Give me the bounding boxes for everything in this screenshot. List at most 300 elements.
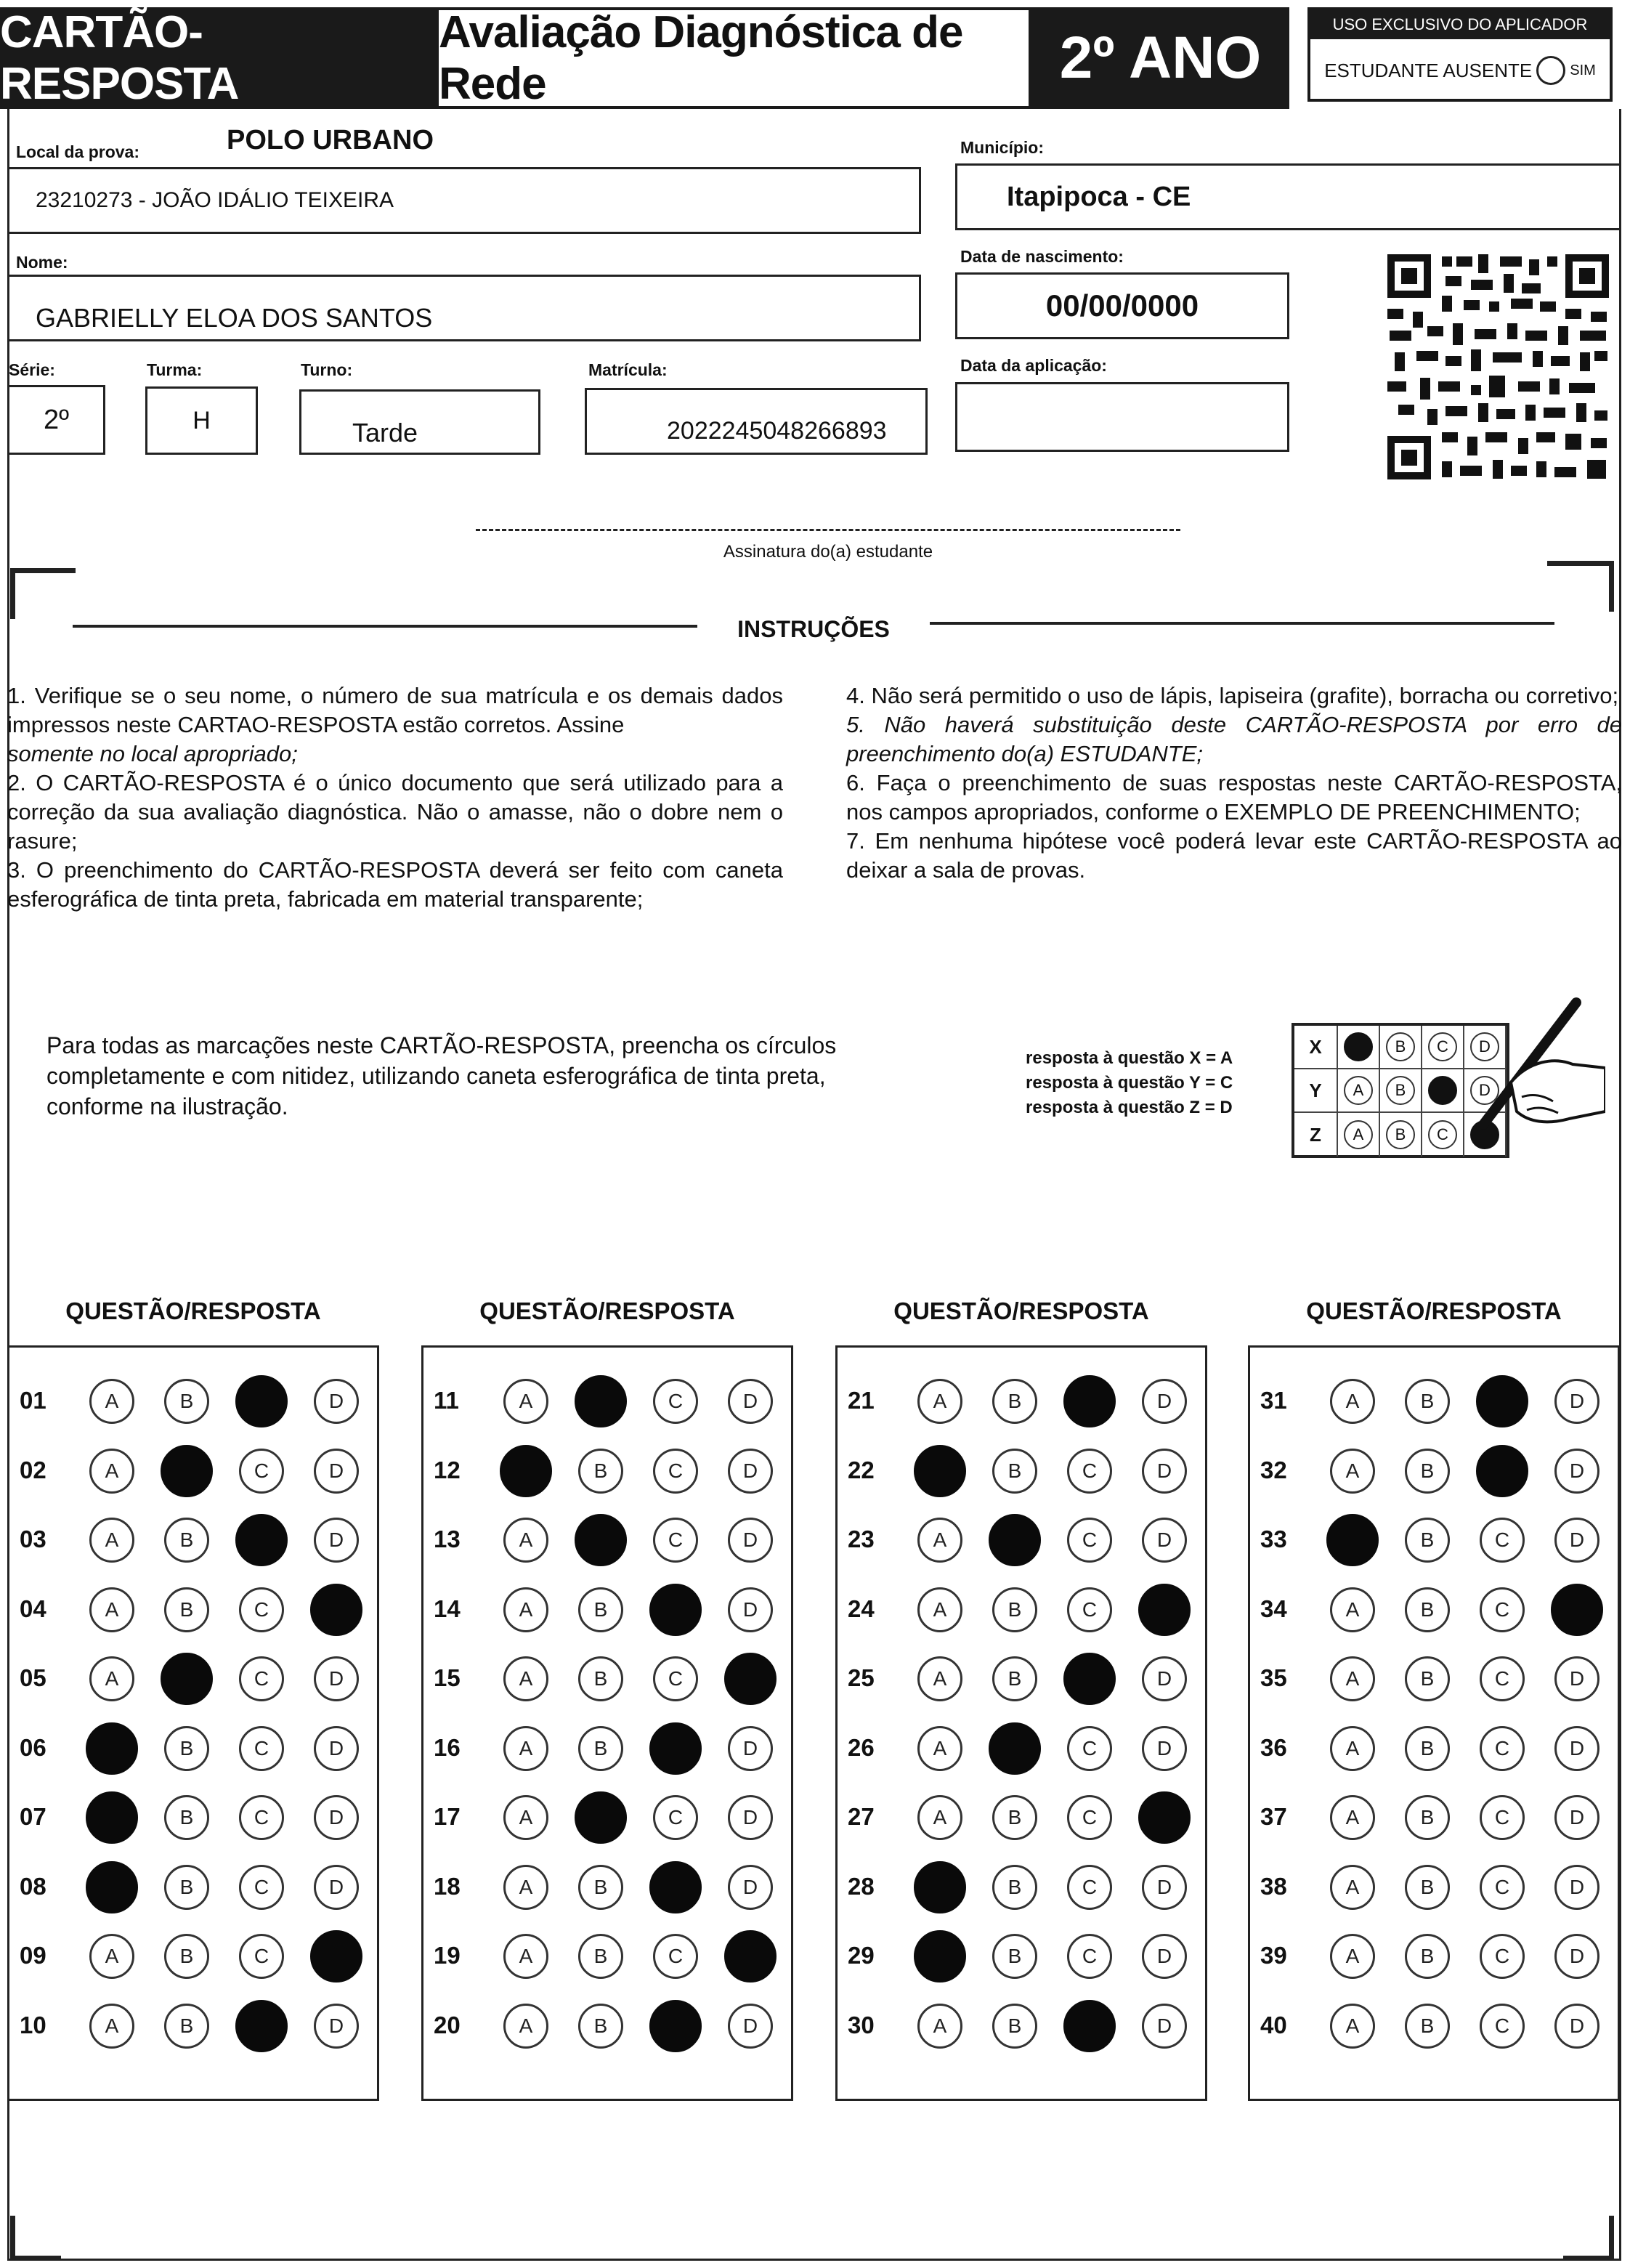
question-number: 25: [848, 1664, 875, 1691]
answer-row: [9, 1991, 377, 2061]
turno-field: [299, 389, 540, 455]
answer-bubble-b[interactable]: B: [164, 1865, 209, 1910]
answer-bubble-c[interactable]: [1063, 1375, 1116, 1427]
answer-bubble-a[interactable]: A: [917, 1795, 962, 1840]
answer-bubble-c[interactable]: C: [653, 1656, 698, 1701]
matricula-label: Matrícula:: [588, 360, 668, 379]
answer-bubble-d[interactable]: D: [728, 1587, 773, 1632]
answer-bubble-c[interactable]: C: [653, 1518, 698, 1563]
answer-bubble-a[interactable]: A: [89, 1656, 134, 1701]
answer-bubble-a[interactable]: A: [1330, 2004, 1375, 2049]
answer-bubble-a[interactable]: A: [1330, 1865, 1375, 1910]
example-question-label: Z: [1294, 1113, 1338, 1157]
question-number: 01: [20, 1387, 46, 1414]
question-number: 30: [848, 2011, 875, 2038]
aplicacao-field: [955, 382, 1289, 452]
answer-bubble-a[interactable]: A: [89, 1449, 134, 1494]
answer-bubble-a[interactable]: A: [503, 1379, 548, 1424]
corner-mark-right: [1547, 561, 1614, 612]
answer-bubble-a[interactable]: A: [1330, 1656, 1375, 1701]
answer-bubble-a[interactable]: A: [503, 1865, 548, 1910]
answer-row: [423, 1644, 791, 1714]
answer-bubble-a[interactable]: A: [1330, 1934, 1375, 1979]
answer-bubble-c[interactable]: C: [239, 1795, 284, 1840]
answer-bubble-d[interactable]: D: [728, 1726, 773, 1771]
answer-bubble-b[interactable]: B: [164, 1934, 209, 1979]
serie-label: Série:: [9, 360, 55, 379]
answer-bubble-d[interactable]: D: [314, 1379, 359, 1424]
answer-bubble-b[interactable]: B: [992, 1795, 1037, 1840]
nome-label: Nome:: [16, 253, 68, 272]
answer-bubble-c[interactable]: C: [653, 1379, 698, 1424]
pen-hand-icon: [1460, 995, 1605, 1133]
answer-bubble-a[interactable]: [86, 1791, 138, 1844]
answer-bubble-c[interactable]: C: [239, 1726, 284, 1771]
answer-bubble-a[interactable]: A: [917, 2004, 962, 2049]
answer-bubble-b[interactable]: B: [578, 2004, 623, 2049]
example-bubble-b: B: [1386, 1032, 1415, 1061]
answer-bubble-b[interactable]: B: [1405, 1518, 1450, 1563]
answer-bubble-b[interactable]: B: [578, 1449, 623, 1494]
answer-bubble-d[interactable]: D: [1554, 1934, 1599, 1979]
answer-bubble-d[interactable]: [1138, 1791, 1191, 1844]
answer-bubble-c[interactable]: [235, 1375, 288, 1427]
answer-bubble-a[interactable]: [86, 1722, 138, 1775]
answer-bubble-c[interactable]: C: [1480, 2004, 1525, 2049]
answer-bubble-b[interactable]: B: [164, 1795, 209, 1840]
answer-bubble-c[interactable]: C: [653, 1449, 698, 1494]
legend-x: resposta à questão X = A: [1026, 1048, 1233, 1068]
answer-bubble-c[interactable]: C: [1480, 1656, 1525, 1701]
answer-bubble-a[interactable]: A: [917, 1587, 962, 1632]
answer-bubble-b[interactable]: [575, 1375, 627, 1427]
serie-value: 2º: [43, 404, 69, 435]
answer-row: [423, 1714, 791, 1783]
answer-bubble-b[interactable]: B: [1405, 1449, 1450, 1494]
answer-bubble-a[interactable]: A: [1330, 1449, 1375, 1494]
answer-row: [9, 1505, 377, 1575]
legend-z: resposta à questão Z = D: [1026, 1098, 1233, 1117]
answer-bubble-a[interactable]: [914, 1445, 966, 1497]
answer-bubble-c[interactable]: C: [1067, 1726, 1112, 1771]
answer-row: [423, 1366, 791, 1436]
municipio-value: Itapipoca - CE: [1007, 181, 1191, 212]
instr-5: 5. Não haverá substituição deste CARTÃO-RESPOSTA por erro de preenchimento do(a) ESTUDANTE;: [846, 712, 1622, 766]
instructions-title: INSTRUÇÕES: [737, 616, 890, 642]
answer-bubble-a[interactable]: A: [1330, 1726, 1375, 1771]
corner-mark-bottom-left: [10, 2216, 61, 2261]
answer-bubble-d[interactable]: [724, 1930, 777, 1983]
answer-bubble-b[interactable]: [575, 1791, 627, 1844]
answer-row: [838, 1575, 1205, 1645]
question-number: 02: [20, 1456, 46, 1483]
answer-bubble-d[interactable]: [724, 1653, 777, 1705]
question-answer-heading: QUESTÃO/RESPOSTA: [65, 1297, 321, 1324]
answer-row: [838, 1505, 1205, 1575]
answer-bubble-a[interactable]: A: [1330, 1795, 1375, 1840]
answer-bubble-c[interactable]: C: [1067, 1518, 1112, 1563]
answer-bubble-b[interactable]: B: [1405, 1865, 1450, 1910]
question-number: 40: [1260, 2011, 1287, 2038]
answer-bubble-c[interactable]: [235, 2000, 288, 2052]
answer-bubble-b[interactable]: [989, 1722, 1041, 1775]
answer-bubble-d[interactable]: D: [1142, 2004, 1187, 2049]
answer-bubble-a[interactable]: A: [89, 1379, 134, 1424]
answer-row: [838, 1921, 1205, 1991]
answer-bubble-a[interactable]: [914, 1930, 966, 1983]
answer-column: [835, 1345, 1207, 2101]
answer-bubble-d[interactable]: D: [1554, 1726, 1599, 1771]
answer-row: [1250, 1366, 1618, 1436]
answer-bubble-d[interactable]: D: [1554, 1795, 1599, 1840]
turno-value: Tarde: [352, 418, 418, 447]
answer-row: [9, 1783, 377, 1852]
answer-row: [423, 1505, 791, 1575]
answer-bubble-d[interactable]: D: [1554, 1449, 1599, 1494]
answer-bubble-a[interactable]: A: [917, 1518, 962, 1563]
municipio-label: Município:: [960, 138, 1044, 157]
answer-bubble-d[interactable]: D: [1142, 1449, 1187, 1494]
answer-bubble-c[interactable]: C: [1067, 1449, 1112, 1494]
answer-row: [1250, 1575, 1618, 1645]
answer-bubble-c[interactable]: C: [1480, 1934, 1525, 1979]
question-number: 22: [848, 1456, 875, 1483]
answer-bubble-a[interactable]: A: [503, 1656, 548, 1701]
answer-bubble-d[interactable]: D: [728, 1795, 773, 1840]
answer-bubble-d[interactable]: [1551, 1584, 1603, 1636]
example-bubble-a: [1344, 1032, 1373, 1061]
answer-bubble-c[interactable]: C: [1480, 1587, 1525, 1632]
answer-bubble-d[interactable]: D: [1142, 1518, 1187, 1563]
answer-column: [421, 1345, 793, 2101]
answer-bubble-d[interactable]: D: [1554, 2004, 1599, 2049]
question-number: 32: [1260, 1456, 1287, 1483]
signature-label: Assinatura do(a) estudante: [723, 542, 933, 562]
instr-6: 6. Faça o preenchimento de suas respostas neste CARTÃO-RESPOSTA, nos campos apropriados, conforme o EXEMPLO DE PREENCHIMENTO;: [846, 770, 1622, 825]
nascimento-label: Data de nascimento:: [960, 247, 1124, 266]
turno-label: Turno:: [301, 360, 353, 379]
answer-bubble-c[interactable]: C: [239, 1934, 284, 1979]
answer-bubble-a[interactable]: A: [1330, 1379, 1375, 1424]
answer-bubble-d[interactable]: D: [1142, 1656, 1187, 1701]
matricula-field: [585, 388, 928, 455]
municipio-field: [955, 163, 1621, 230]
answer-bubble-b[interactable]: B: [1405, 1656, 1450, 1701]
answer-bubble-a[interactable]: A: [1330, 1587, 1375, 1632]
legend-y: resposta à questão Y = C: [1026, 1073, 1233, 1093]
example-bubble-c: C: [1428, 1032, 1457, 1061]
answer-bubble-a[interactable]: A: [503, 2004, 548, 2049]
answer-bubble-d[interactable]: D: [728, 1379, 773, 1424]
question-number: 20: [434, 2011, 461, 2038]
answer-bubble-b[interactable]: B: [992, 1865, 1037, 1910]
instr-rule-left: [73, 625, 697, 628]
answer-row: [1250, 1436, 1618, 1506]
answer-bubble-c[interactable]: [649, 1584, 702, 1636]
answer-bubble-a[interactable]: A: [503, 1587, 548, 1632]
answer-row: [423, 1575, 791, 1645]
answer-bubble-c[interactable]: [649, 1861, 702, 1913]
answer-bubble-b[interactable]: B: [992, 2004, 1037, 2049]
answer-bubble-b[interactable]: B: [1405, 1795, 1450, 1840]
answer-bubble-d[interactable]: D: [1142, 1726, 1187, 1771]
absent-yes-label: SIM: [1570, 62, 1596, 78]
example-bubble-b: B: [1386, 1076, 1415, 1105]
answer-bubble-a[interactable]: A: [917, 1726, 962, 1771]
answer-bubble-a[interactable]: A: [917, 1656, 962, 1701]
answer-bubble-b[interactable]: B: [578, 1934, 623, 1979]
answer-bubble-b[interactable]: B: [1405, 2004, 1450, 2049]
answer-bubble-b[interactable]: [161, 1653, 213, 1705]
answer-bubble-b[interactable]: B: [992, 1587, 1037, 1632]
signature-line: [476, 529, 1180, 531]
nome-field: [7, 275, 921, 341]
example-legend: [1026, 1046, 1233, 1120]
answer-bubble-d[interactable]: D: [1554, 1518, 1599, 1563]
answer-bubble-b[interactable]: B: [992, 1656, 1037, 1701]
qr-code: [1384, 251, 1613, 483]
example-bubble-c: C: [1428, 1120, 1457, 1149]
answer-bubble-c[interactable]: C: [239, 1865, 284, 1910]
answer-bubble-d[interactable]: [310, 1930, 362, 1983]
answer-bubble-a[interactable]: A: [503, 1726, 548, 1771]
answer-bubble-b[interactable]: B: [1405, 1587, 1450, 1632]
answer-bubble-c[interactable]: C: [1480, 1726, 1525, 1771]
example-bubble-a: A: [1344, 1120, 1373, 1149]
answer-bubble-c[interactable]: [1476, 1375, 1528, 1427]
answer-bubble-d[interactable]: D: [314, 1795, 359, 1840]
answer-row: [838, 1366, 1205, 1436]
question-number: 27: [848, 1803, 875, 1830]
answer-bubble-b[interactable]: B: [164, 1726, 209, 1771]
answer-bubble-b[interactable]: B: [1405, 1726, 1450, 1771]
answer-bubble-a[interactable]: A: [89, 1518, 134, 1563]
answer-bubble-a[interactable]: A: [503, 1518, 548, 1563]
answer-bubble-a[interactable]: A: [917, 1379, 962, 1424]
question-number: 37: [1260, 1803, 1287, 1830]
answer-row: [423, 1852, 791, 1922]
answer-bubble-d[interactable]: D: [314, 1518, 359, 1563]
answer-bubble-d[interactable]: D: [1142, 1865, 1187, 1910]
answer-bubble-c[interactable]: C: [239, 1587, 284, 1632]
matricula-value: 2022245048266893: [667, 416, 887, 445]
question-number: 26: [848, 1733, 875, 1761]
answer-bubble-a[interactable]: [86, 1861, 138, 1913]
answer-bubble-c[interactable]: [649, 1722, 702, 1775]
answer-bubble-b[interactable]: B: [578, 1587, 623, 1632]
question-number: 06: [20, 1733, 46, 1761]
question-number: 17: [434, 1803, 461, 1830]
answer-row: [1250, 1644, 1618, 1714]
answer-bubble-c[interactable]: [1063, 2000, 1116, 2052]
answer-row: [423, 1436, 791, 1506]
instr-1-sign: somente no local apropriado;: [7, 741, 298, 766]
answer-bubble-d[interactable]: D: [314, 1726, 359, 1771]
answer-bubble-c[interactable]: C: [1067, 1795, 1112, 1840]
question-number: 10: [20, 2011, 46, 2038]
answer-bubble-c[interactable]: C: [1067, 1934, 1112, 1979]
answer-bubble-d[interactable]: D: [728, 1449, 773, 1494]
answer-row: [423, 1783, 791, 1852]
question-number: 03: [20, 1526, 46, 1552]
answer-bubble-a[interactable]: A: [89, 1934, 134, 1979]
school-field: [7, 167, 921, 234]
answer-bubble-d[interactable]: [310, 1584, 362, 1636]
answer-bubble-a[interactable]: [500, 1445, 552, 1497]
answer-bubble-c[interactable]: C: [239, 1449, 284, 1494]
answer-row: [9, 1852, 377, 1922]
answer-bubble-b[interactable]: B: [164, 1379, 209, 1424]
question-number: 34: [1260, 1595, 1287, 1622]
answer-bubble-b[interactable]: B: [992, 1379, 1037, 1424]
answer-bubble-c[interactable]: C: [1480, 1518, 1525, 1563]
answer-bubble-b[interactable]: [161, 1445, 213, 1497]
answer-row: [1250, 1505, 1618, 1575]
instr-2: 2. O CARTÃO-RESPOSTA é o único documento que será utilizado para a correção da sua avaliação diagnóstica. Não o amasse, não o dobre nem o rasure;: [7, 770, 783, 854]
answer-bubble-d[interactable]: D: [314, 1449, 359, 1494]
aplicacao-label: Data da aplicação:: [960, 356, 1107, 375]
applicator-box: [1307, 7, 1613, 102]
answer-bubble-c[interactable]: C: [1067, 1865, 1112, 1910]
answer-bubble-a[interactable]: A: [89, 2004, 134, 2049]
answer-bubble-c[interactable]: [235, 1514, 288, 1566]
answer-bubble-c[interactable]: C: [1067, 1587, 1112, 1632]
answer-bubble-c[interactable]: [1476, 1445, 1528, 1497]
answer-row: [838, 1783, 1205, 1852]
serie-field: [7, 385, 105, 455]
answer-column: [1248, 1345, 1620, 2101]
answer-bubble-a[interactable]: [914, 1861, 966, 1913]
question-number: 29: [848, 1942, 875, 1969]
answer-bubble-d[interactable]: D: [728, 1865, 773, 1910]
answer-bubble-c[interactable]: C: [1480, 1865, 1525, 1910]
question-number: 09: [20, 1942, 46, 1969]
answer-bubble-b[interactable]: B: [578, 1865, 623, 1910]
example-bubble-d: D: [1470, 1076, 1499, 1105]
answer-bubble-c[interactable]: [649, 2000, 702, 2052]
answer-row: [838, 1852, 1205, 1922]
answer-bubble-a[interactable]: [1326, 1514, 1379, 1566]
year-badge: 2º ANO: [1031, 7, 1289, 109]
question-number: 21: [848, 1387, 875, 1414]
answer-bubble-b[interactable]: B: [992, 1449, 1037, 1494]
answer-bubble-d[interactable]: D: [314, 1656, 359, 1701]
school-value: 23210273 - JOÃO IDÁLIO TEIXEIRA: [36, 188, 394, 212]
answer-row: [838, 1991, 1205, 2061]
evaluation-title: Avaliação Diagnóstica de Rede: [436, 7, 1031, 109]
answer-bubble-d[interactable]: D: [314, 1865, 359, 1910]
answer-bubble-b[interactable]: B: [578, 1726, 623, 1771]
answer-bubble-b[interactable]: B: [164, 1518, 209, 1563]
answer-row: [423, 1921, 791, 1991]
example-question-label: X: [1294, 1026, 1338, 1068]
answer-row: [9, 1436, 377, 1506]
answer-bubble-b[interactable]: B: [992, 1934, 1037, 1979]
turma-value: H: [192, 406, 211, 434]
example-bubble-c: [1428, 1076, 1457, 1105]
nome-value: GABRIELLY ELOA DOS SANTOS: [36, 303, 433, 333]
answer-bubble-b[interactable]: B: [164, 1587, 209, 1632]
instr-rule-right: [930, 622, 1554, 625]
answer-bubble-a[interactable]: A: [89, 1587, 134, 1632]
question-number: 14: [434, 1595, 461, 1622]
answer-bubble-c[interactable]: [1063, 1653, 1116, 1705]
card-title: CARTÃO-RESPOSTA: [0, 7, 436, 109]
answer-bubble-d[interactable]: D: [1554, 1656, 1599, 1701]
answer-bubble-b[interactable]: B: [1405, 1379, 1450, 1424]
question-answer-heading: QUESTÃO/RESPOSTA: [1306, 1297, 1562, 1324]
question-number: 23: [848, 1526, 875, 1552]
question-number: 07: [20, 1803, 46, 1830]
absent-label: ESTUDANTE AUSENTE: [1324, 59, 1533, 81]
answer-bubble-c[interactable]: C: [653, 1795, 698, 1840]
answer-row: [9, 1575, 377, 1645]
question-number: 33: [1260, 1526, 1287, 1552]
corner-mark-bottom-right: [1563, 2216, 1614, 2261]
local-value: POLO URBANO: [227, 125, 434, 155]
answer-bubble-b[interactable]: B: [1405, 1934, 1450, 1979]
nascimento-field: [955, 272, 1289, 339]
answer-bubble-d[interactable]: D: [1554, 1865, 1599, 1910]
answer-bubble-b[interactable]: B: [164, 2004, 209, 2049]
answer-bubble-d[interactable]: D: [728, 2004, 773, 2049]
example-bubble-d: D: [1470, 1032, 1499, 1061]
answer-bubble-d[interactable]: D: [314, 2004, 359, 2049]
answer-row: [838, 1644, 1205, 1714]
answer-bubble-d[interactable]: D: [1142, 1934, 1187, 1979]
answer-row: [1250, 1921, 1618, 1991]
absent-bubble[interactable]: [1536, 56, 1565, 85]
example-bubble-a: A: [1344, 1076, 1373, 1105]
answer-bubble-d[interactable]: D: [728, 1518, 773, 1563]
answer-bubble-b[interactable]: [575, 1514, 627, 1566]
answer-bubble-d[interactable]: D: [1554, 1379, 1599, 1424]
question-number: 15: [434, 1664, 461, 1691]
answer-row: [9, 1644, 377, 1714]
nascimento-value: 00/00/0000: [1045, 288, 1199, 323]
answer-bubble-b[interactable]: [989, 1514, 1041, 1566]
answer-row: [423, 1991, 791, 2061]
example-bubble-b: B: [1386, 1120, 1415, 1149]
question-number: 18: [434, 1872, 461, 1900]
answer-row: [1250, 1852, 1618, 1922]
answer-bubble-a[interactable]: A: [503, 1934, 548, 1979]
fill-instructions: Para todas as marcações neste CARTÃO-RESPOSTA, preencha os círculos completamente e com nitidez, utilizando caneta esferográfica de tinta preta, conforme na ilustração.: [46, 1032, 837, 1119]
answer-bubble-b[interactable]: B: [578, 1656, 623, 1701]
answer-bubble-c[interactable]: C: [653, 1934, 698, 1979]
question-number: 12: [434, 1456, 461, 1483]
instructions-left: [7, 681, 783, 914]
question-number: 05: [20, 1664, 46, 1691]
instr-1: 1. Verifique se o seu nome, o número de sua matrícula e os demais dados impressos neste CARTAO-RESPOSTA estão corretos. Assine: [7, 683, 783, 737]
question-number: 28: [848, 1872, 875, 1900]
question-number: 35: [1260, 1664, 1287, 1691]
turma-field: [145, 386, 258, 455]
answer-bubble-c[interactable]: C: [239, 1656, 284, 1701]
answer-bubble-d[interactable]: [1138, 1584, 1191, 1636]
answer-bubble-a[interactable]: A: [503, 1795, 548, 1840]
question-number: 19: [434, 1942, 461, 1969]
question-number: 39: [1260, 1942, 1287, 1969]
answer-bubble-c[interactable]: C: [1480, 1795, 1525, 1840]
answer-bubble-d[interactable]: D: [1142, 1379, 1187, 1424]
local-label: Local da prova:: [16, 142, 139, 161]
question-number: 13: [434, 1526, 461, 1552]
instr-4: 4. Não será permitido o uso de lápis, lapiseira (grafite), borracha ou corretivo;: [846, 683, 1619, 708]
answer-row: [9, 1921, 377, 1991]
corner-mark-left: [10, 568, 76, 619]
example-question-label: Y: [1294, 1069, 1338, 1111]
